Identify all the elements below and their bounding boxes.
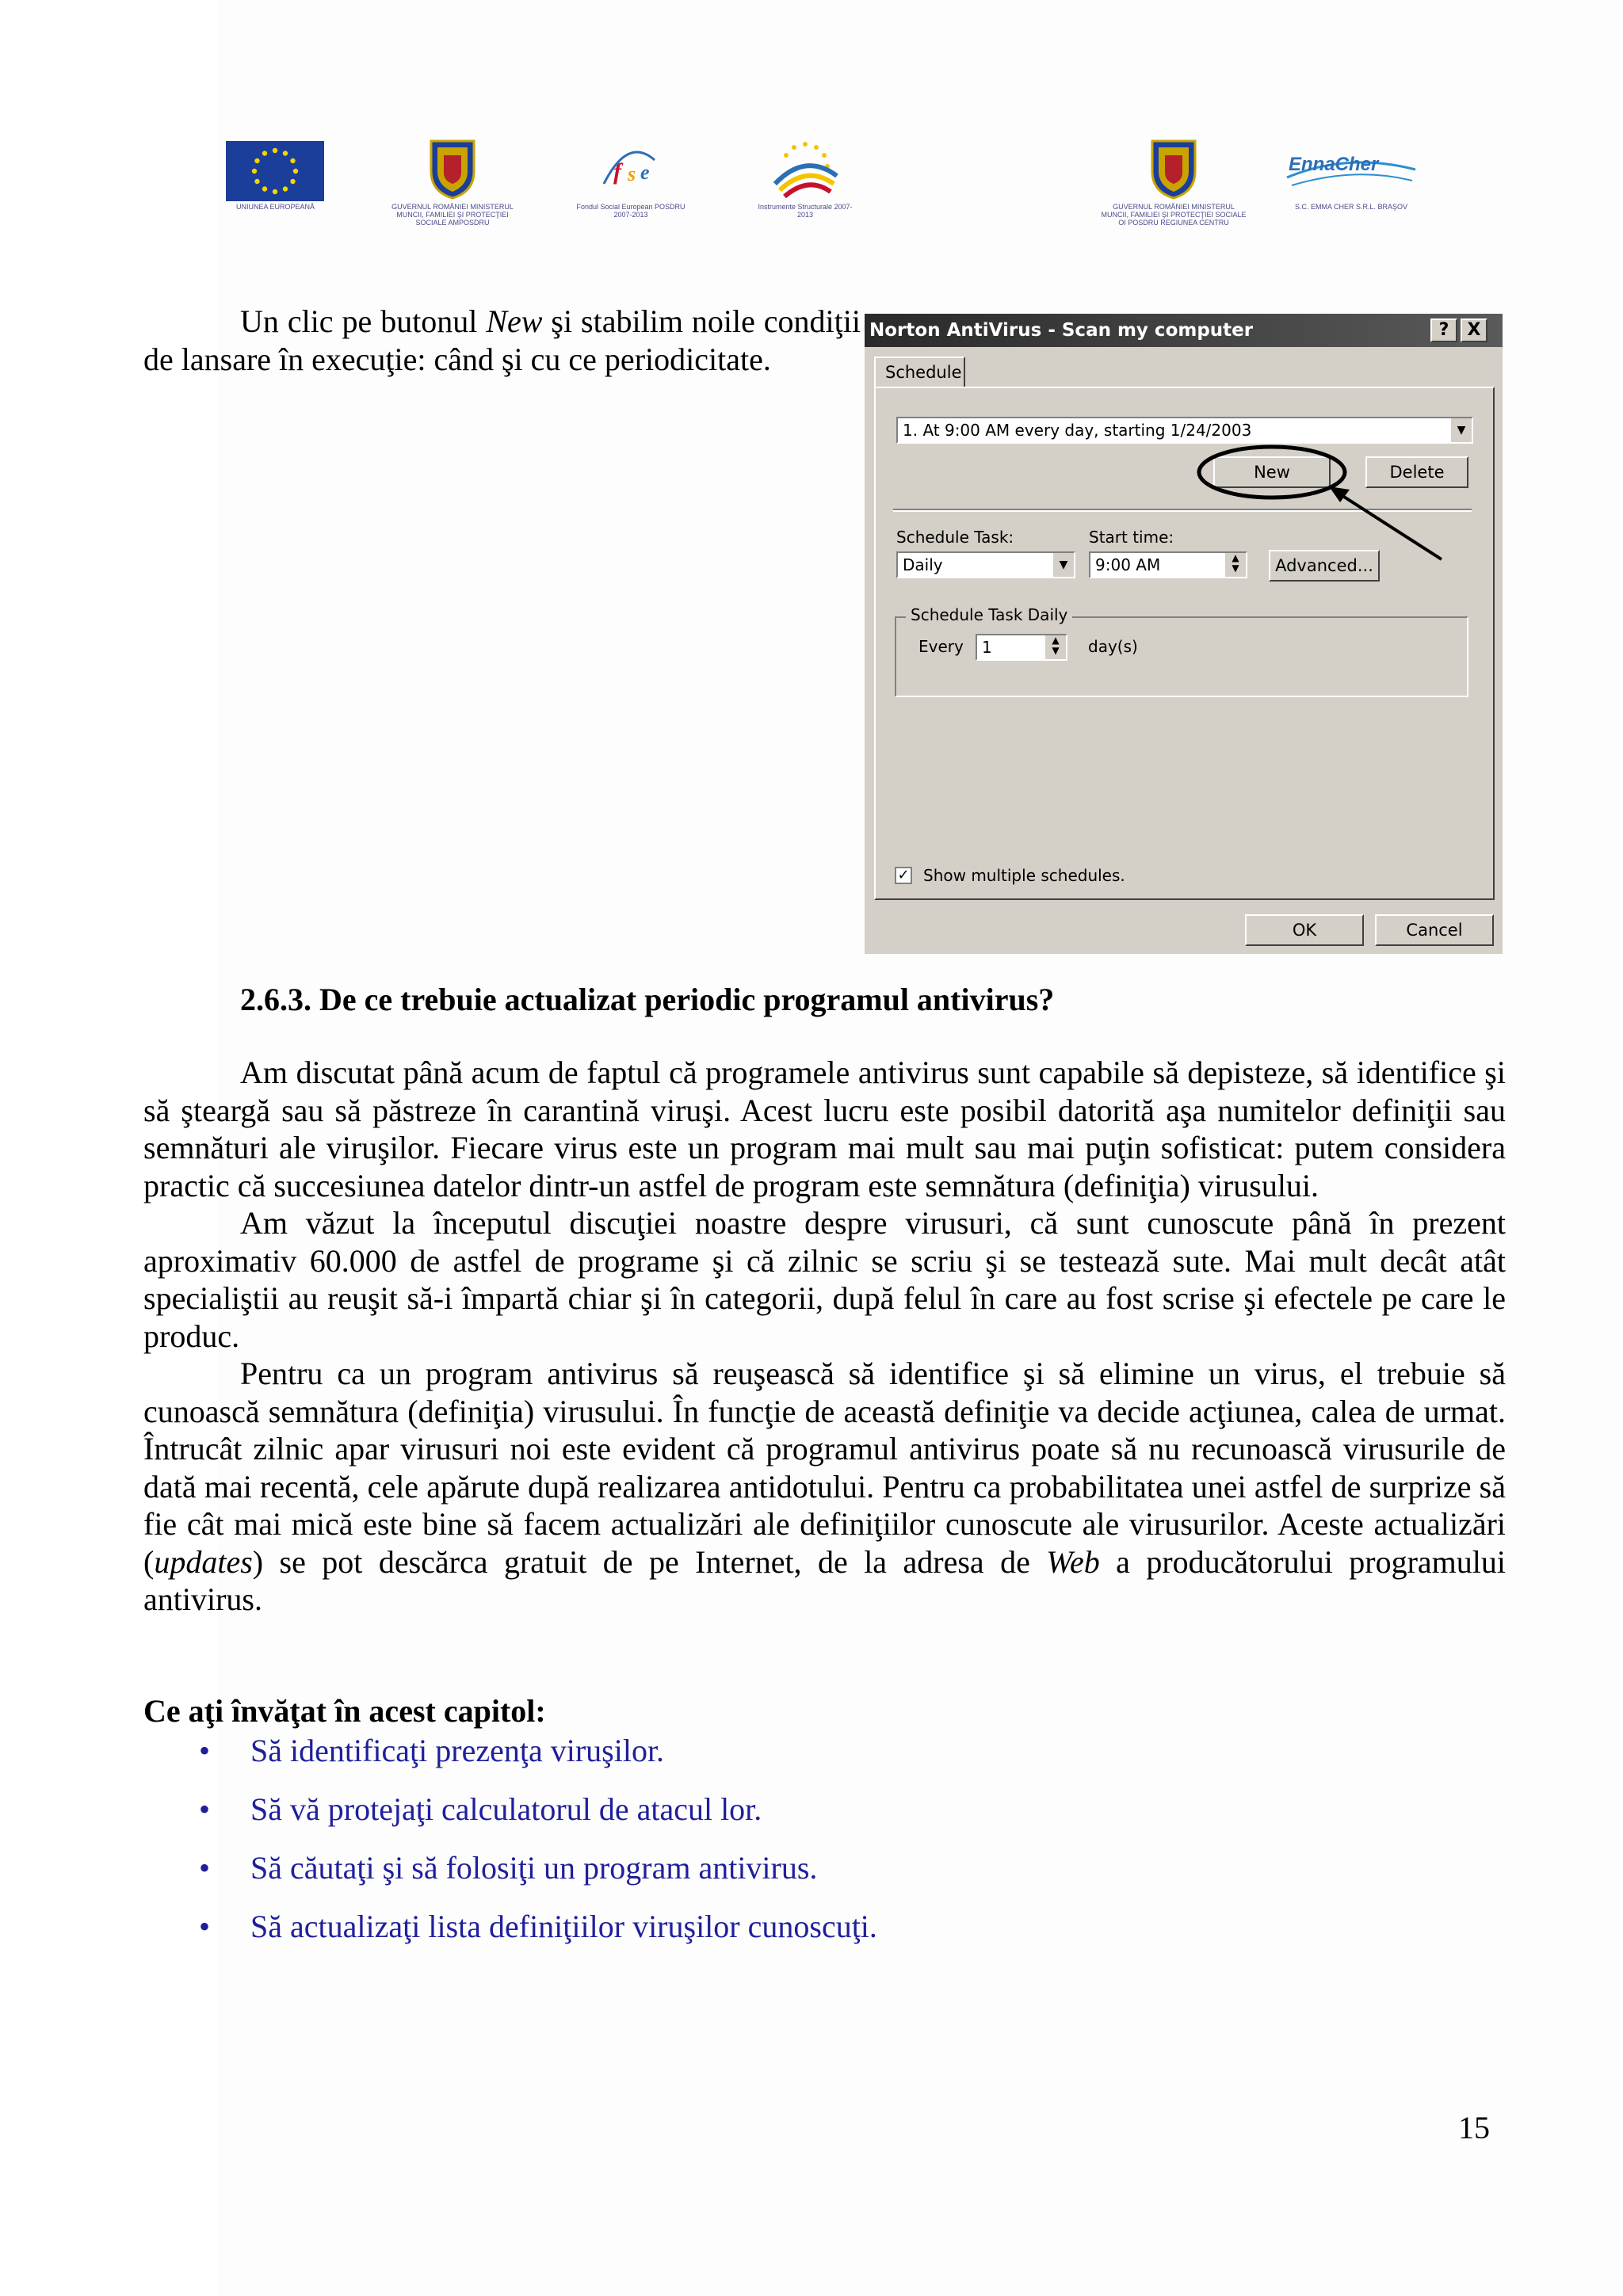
svg-text:e: e [640, 161, 650, 184]
bullet-icon: • [199, 1791, 211, 1827]
close-button[interactable]: X [1461, 318, 1487, 342]
start-time-value: 9:00 AM [1095, 555, 1161, 574]
advanced-button[interactable]: Advanced... [1269, 550, 1380, 582]
romania-crest-caption: GUVERNUL ROMÂNIEI MINISTERUL MUNCII, FAMILIEI ŞI PROTECŢIEI SOCIALE AMPOSDRU [391, 203, 514, 227]
eu-caption: UNIUNEA EUROPEANĂ [235, 203, 315, 211]
fse-logo-icon [596, 144, 663, 196]
show-multiple-checkbox[interactable]: ✓ [895, 867, 912, 884]
schedule-task-label: Schedule Task: [896, 528, 1014, 547]
cancel-button[interactable]: Cancel [1375, 914, 1494, 946]
bullet-icon: • [199, 1850, 211, 1886]
new-button[interactable]: New [1213, 456, 1331, 488]
ok-button[interactable]: OK [1245, 914, 1364, 946]
romania-crest-icon [425, 136, 480, 200]
section-heading: 2.6.3. De ce trebuie actualizat periodic programul antivirus? [240, 982, 1055, 1017]
p3-text-a: Pentru ca un program antivirus să reuşească să identifice şi să elimine un virus, el trebuie să cunoască semnătura (definiţia) virusului. În funcţie de această definiţie va decide acţiunea, calea de urmat. Întrucât zilnic apar virusuri noi este evident că programul antivirus poate să nu recunoască virusurile de dată mai recentă, cele apărute după realizarea antidotului. Pentru ca probabilitatea unei astfel de surprize să fie cât mai mică este bine să facem actualizări ale definiţiilor cunoscute ale virusurilor. Aceste actualizări ( [143, 1356, 1506, 1580]
bullet-icon: • [199, 1733, 211, 1768]
p3-text-b: ) se pot descărca gratuit de pe Internet, de la adresa de [252, 1543, 1047, 1580]
list-item-text: Să identificaţi prezenţa viruşilor. [250, 1733, 665, 1768]
list-item-text: Să vă protejaţi calculatorul de atacul lor. [250, 1791, 762, 1827]
spinner-icon[interactable]: ▲ ▼ [1044, 635, 1066, 659]
show-multiple-label: Show multiple schedules. [923, 866, 1125, 885]
intro-text-before: Un clic pe butonul [240, 303, 487, 339]
romania-crest-2-icon [1146, 136, 1201, 200]
romania-crest-2-caption: GUVERNUL ROMÂNIEI MINISTERUL MUNCII, FAMILIEI ŞI PROTECŢIEI SOCIALE OI POSDRU REGIUNEA CENTRU [1101, 203, 1247, 227]
every-value: 1 [982, 638, 992, 657]
list-item-text: Să căutaţi şi să folosiţi un program antivirus. [250, 1850, 818, 1886]
group-title: Schedule Task Daily [906, 605, 1072, 624]
fse-caption: Fondul Social European POSDRU 2007-2013 [576, 203, 685, 219]
highlight-annotation [865, 314, 1503, 954]
chevron-down-icon[interactable]: ▼ [1052, 553, 1074, 577]
page-number: 15 [1458, 2110, 1490, 2145]
norton-schedule-dialog [865, 314, 1503, 954]
svg-text:s: s [628, 162, 636, 185]
paragraph-3 [143, 1355, 1506, 1619]
spinner-icon[interactable]: ▲ ▼ [1224, 553, 1246, 577]
bullet-icon: • [199, 1909, 211, 1944]
intro-text-after: şi stabilim noile condiţii de lansare în execuţie: când şi cu ce periodicitate. [143, 303, 861, 377]
list-item [143, 1732, 877, 1791]
chevron-down-icon[interactable]: ▼ [1449, 418, 1472, 442]
p3-text-c: a producătorului programului antivirus. [143, 1543, 1507, 1617]
delete-button[interactable]: Delete [1365, 456, 1468, 488]
help-button[interactable]: ? [1430, 318, 1457, 342]
structural-instruments-icon [766, 136, 845, 200]
p3-updates-emphasis: updates [154, 1543, 253, 1580]
intro-new-emphasis: New [486, 303, 543, 339]
days-label: day(s) [1088, 637, 1138, 656]
p3-web-emphasis: Web [1046, 1543, 1100, 1580]
paragraph-1: Am discutat până acum de faptul că programele antivirus sunt capabile să depisteze, să identifice şi să şteargă sau să păstreze în carantină viruşi. Acest lucru este posibil datorită aşa numitelor definiţii sau semnături ale viruşilor. Fiecare virus este un program mai mult sau mai puţin sofisticat: putem considera practic că succesiunea datelor dintr-un astfel de program este semnătura (definiţia) virusului. [143, 1055, 1506, 1203]
ennacher-wordmark: EnnaCher [1289, 154, 1379, 175]
learned-list [143, 1732, 877, 1966]
ennacher-caption: S.C. EMMA CHER S.R.L. BRAŞOV [1294, 203, 1408, 211]
learned-title: Ce aţi învăţat în acest capitol: [143, 1693, 546, 1729]
list-item-text: Să actualizaţi lista definiţiilor viruşilor cunoscuţi. [250, 1909, 877, 1944]
schedule-list-value: 1. At 9:00 AM every day, starting 1/24/2003 [903, 421, 1252, 440]
tab-schedule[interactable]: Schedule [874, 357, 965, 388]
list-item [143, 1849, 877, 1908]
list-item [143, 1791, 877, 1849]
every-label: Every [918, 637, 964, 656]
svg-text:f: f [613, 158, 621, 185]
section-body [143, 1054, 1506, 1619]
start-time-label: Start time: [1089, 528, 1174, 547]
list-item [143, 1908, 877, 1966]
schedule-task-value: Daily [903, 555, 943, 574]
eu-flag-icon [226, 141, 324, 201]
intro-paragraph [143, 303, 861, 378]
paragraph-2: Am văzut la începutul discuţiei noastre despre virusuri, că sunt cunoscute până în prezent aproximativ 60.000 de astfel de programe şi că zilnic se scriu şi se testează sute. Mai mult decât atât specialiştii au reuşit să-i împartă chiar şi în categorii, după felul în care au fost scrise şi efectele pe care le produc. [143, 1205, 1506, 1354]
dialog-title: Norton AntiVirus - Scan my computer [865, 314, 1503, 347]
structural-caption: Instrumente Structurale 2007-2013 [758, 203, 853, 219]
